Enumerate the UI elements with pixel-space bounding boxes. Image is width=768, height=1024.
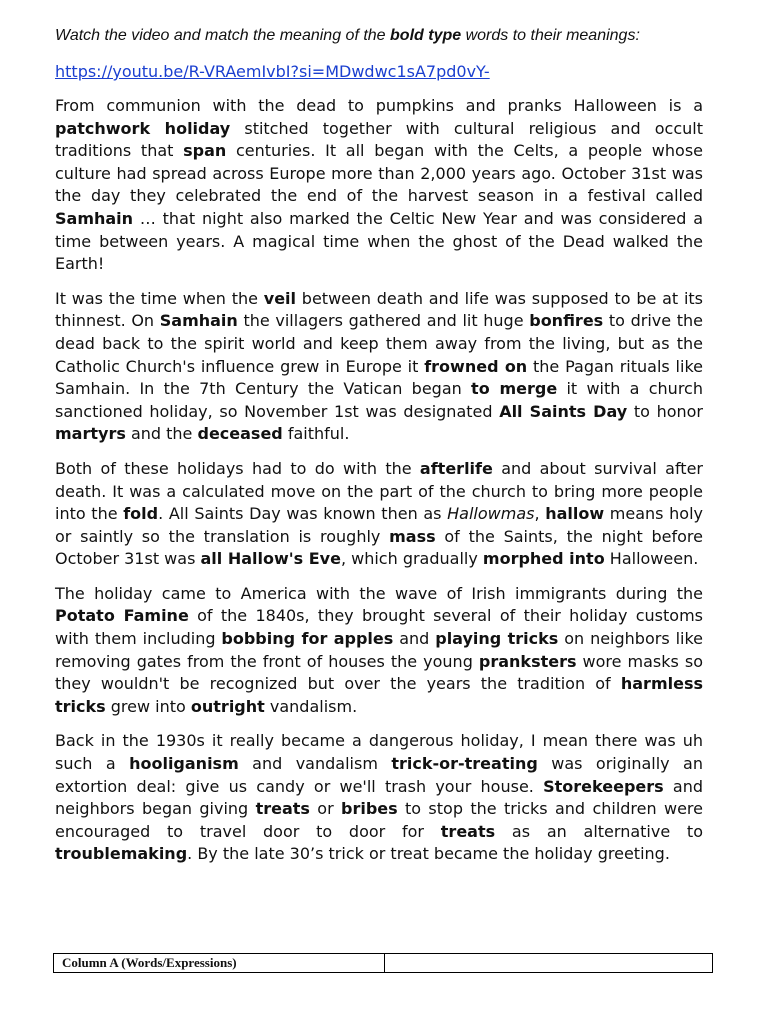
matching-table: [53, 953, 713, 973]
text-run: the Pagan rituals like Samhain. In the 7th Century the Vatican began: [55, 356, 703, 399]
table-row: [54, 954, 713, 973]
bold-term: hallow: [545, 504, 605, 524]
bold-term: Storekeepers: [543, 776, 664, 796]
bold-term: treats: [255, 799, 310, 819]
text-run: vandalism.: [264, 696, 358, 716]
bold-term: span: [183, 141, 227, 161]
bold-term: fold: [123, 504, 159, 524]
reading-text: [55, 95, 703, 878]
instruction-post: words to their meanings:: [461, 27, 640, 44]
text-run: ,: [534, 504, 546, 524]
bold-term: deceased: [197, 424, 283, 444]
bold-term: afterlife: [419, 458, 493, 478]
paragraph-5: [55, 730, 703, 866]
text-run: or: [309, 799, 341, 819]
bold-term: harmless tricks: [55, 674, 703, 716]
text-run: stitched together with cultural religious and occult traditions that: [55, 118, 704, 161]
text-run: of the 1840s, they brought several of their holiday customs with them including: [55, 606, 704, 649]
bold-term: martyrs: [55, 424, 126, 444]
text-run: as an alternative to: [495, 821, 703, 841]
text-run: centuries. It all began with the Celts, a people whose culture had spread across Europe more than 2,000 years ago. October 31st was the day they celebrated the end of the harvest season in a festival called: [55, 141, 703, 206]
text-run: and neighbors began giving: [55, 776, 704, 819]
video-link[interactable]: https://youtu.be/R-VRAemIvbI?si=MDwdwc1sA7pd0vY-: [55, 62, 490, 81]
paragraph-3: [55, 458, 703, 571]
text-run: Halloween.: [604, 549, 699, 569]
text-run: , which gradually: [340, 549, 483, 569]
column-a-header: Column A (Words/Expressions): [54, 954, 385, 973]
text-run: The holiday came to America with the wave of Irish immigrants during the: [55, 583, 703, 603]
bold-term: Potato Famine: [55, 606, 189, 626]
text-run: it with a church sanctioned holiday, so November 1st was designated: [55, 379, 703, 421]
text-run: . By the late 30’s trick or treat became the holiday greeting.: [187, 844, 670, 864]
bold-term: patchwork holiday: [55, 118, 231, 138]
bold-term: morphed into: [482, 549, 605, 569]
paragraph-4: [55, 583, 703, 719]
text-run: Back in the 1930s it really became a dangerous holiday, I mean there was uh such a: [55, 731, 703, 774]
text-run: wore masks so they wouldn't be recognized but over the years the tradition of: [55, 651, 704, 694]
paragraph-1: [55, 95, 703, 276]
text-run: to honor: [627, 401, 704, 421]
bold-term: hooliganism: [129, 754, 239, 774]
text-run: to stop the tricks and children were encouraged to travel door to door for: [55, 799, 703, 841]
bold-term: outright: [190, 696, 265, 716]
text-run: It was the time when the: [55, 288, 264, 308]
instruction-pre: Watch the video and match the meaning of the: [55, 27, 391, 44]
text-run: the villagers gathered and lit huge: [237, 311, 530, 331]
text-run: . All Saints Day was known then as: [158, 504, 448, 524]
bold-term: all Hallow's Eve: [200, 549, 341, 569]
bold-term: troublemaking: [55, 844, 188, 864]
bold-term: mass: [389, 526, 436, 546]
bold-term: pranksters: [478, 651, 577, 671]
text-run: faithful.: [282, 424, 350, 444]
text-run: From communion with the dead to pumpkins and pranks Halloween is a: [55, 96, 703, 115]
bold-term: treats: [440, 821, 496, 841]
bold-term: trick-or-treating: [391, 754, 538, 774]
text-run: grew into: [105, 696, 191, 716]
bold-term: bribes: [341, 799, 398, 819]
text-run: … that night also marked the Celtic New Year and was considered a time between years. A magical time when the ghost of the Dead walked the Earth!: [55, 208, 703, 274]
bold-term: Samhain: [55, 208, 134, 228]
text-run: of the Saints, the night before October 31st was: [55, 526, 703, 569]
text-run: between death and life was supposed to be at its thinnest. On: [55, 288, 703, 331]
bold-term: veil: [263, 288, 297, 308]
bold-term: playing tricks: [435, 629, 559, 649]
text-run: and: [393, 629, 436, 649]
bold-term: Samhain: [159, 311, 238, 331]
instruction-bold: bold type: [390, 27, 462, 44]
text-run: means holy or saintly so the translation is roughly: [55, 504, 703, 546]
bold-term: to merge: [471, 379, 558, 399]
bold-term: bonfires: [529, 311, 604, 331]
column-b-header[interactable]: [385, 954, 713, 973]
text-run: on neighbors like removing gates from the front of houses the young: [55, 629, 703, 671]
text-run: Both of these holidays had to do with the: [55, 458, 420, 478]
text-run: and vandalism: [238, 754, 392, 774]
instruction-line: [55, 26, 715, 46]
italic-term: Hallowmas: [447, 504, 535, 524]
text-run: to drive the dead back to the spirit world and keep them away from the living, but as the Catholic Church's influence grew in Europe it: [55, 311, 704, 376]
paragraph-2: [55, 288, 703, 446]
bold-term: bobbing for apples: [221, 629, 394, 649]
text-run: and about survival after death. It was a calculated move on the part of the church to bring more people into the: [55, 458, 703, 524]
bold-term: All Saints Day: [499, 401, 628, 421]
text-run: and the: [125, 424, 198, 444]
text-run: was originally an extortion deal: give us candy or we'll trash your house.: [55, 754, 703, 796]
bold-term: frowned on: [424, 356, 528, 376]
